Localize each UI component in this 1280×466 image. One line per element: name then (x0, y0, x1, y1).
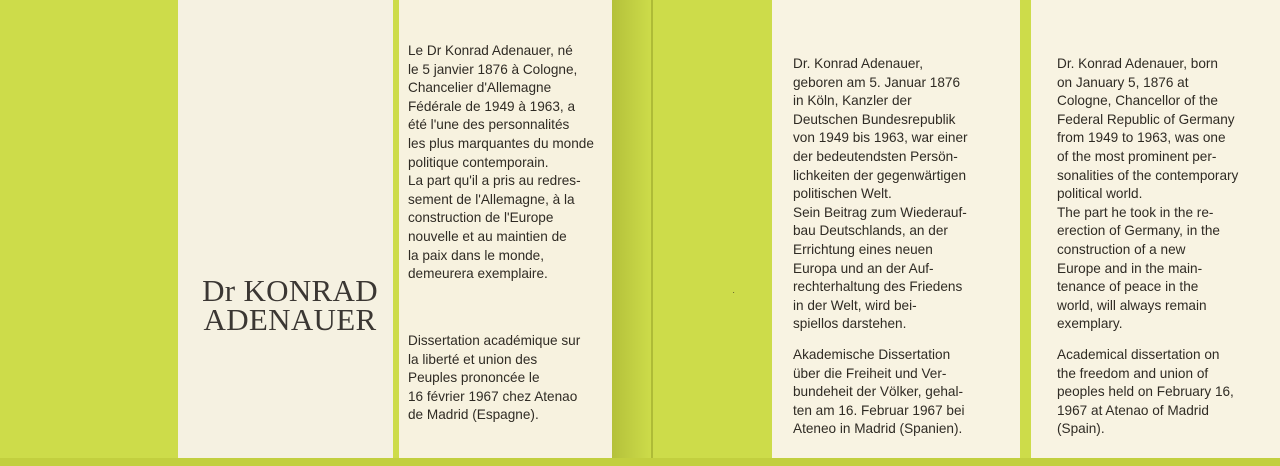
german-dissertation-note (793, 346, 965, 439)
text-line: Dr. Konrad Adenauer, born (1057, 56, 1218, 71)
text-line: La part qu'il a pris au redres- (408, 173, 581, 189)
text-line: geboren am 5. Januar 1876 (793, 74, 961, 90)
text-line: Europa und an der Auf- (793, 260, 934, 276)
text-line: Cologne, Chancellor of the (1057, 93, 1218, 109)
text-line: Le Dr Konrad Adenauer, né (408, 43, 573, 58)
text-line: Deutschen Bundesrepublik (793, 111, 956, 127)
small-mark: ⋅ (732, 288, 736, 299)
text-line: von 1949 bis 1963, war einer (793, 130, 968, 146)
text-line: Dissertation académique sur (408, 333, 581, 348)
text-line: de Madrid (Espagne). (408, 407, 539, 423)
text-line: Fédérale de 1949 à 1963, a (408, 98, 576, 114)
text-line: of the most prominent per- (1057, 148, 1217, 164)
text-line: 1967 at Atenao of Madrid (1057, 402, 1209, 418)
text-line: 16 février 1967 chez Atenao (408, 388, 578, 404)
text-line: Chancelier d'Allemagne (408, 80, 552, 96)
text-line: on January 5, 1876 at (1057, 74, 1189, 90)
center-fold-shadow (612, 0, 652, 466)
text-line: Dr. Konrad Adenauer, (793, 56, 923, 71)
text-line: Sein Beitrag zum Wiederauf- (793, 204, 967, 220)
brochure-title (190, 273, 390, 337)
text-line: les plus marquantes du monde (408, 135, 594, 151)
text-line: world, will always remain (1057, 297, 1207, 313)
text-line: ten am 16. Februar 1967 bei (793, 402, 965, 418)
text-line: nouvelle et au maintien de (408, 228, 567, 244)
text-line: sonalities of the contemporary (1057, 167, 1239, 183)
text-line: été l'une des personnalités (408, 117, 570, 133)
bottom-edge (0, 458, 1280, 466)
french-dissertation-note (408, 332, 580, 425)
text-line: Europe and in the main- (1057, 260, 1203, 276)
text-line: construction of a new (1057, 241, 1186, 257)
text-line: Academical dissertation on (1057, 347, 1220, 362)
text-line: der bedeutendsten Persön- (793, 148, 958, 164)
center-fold-line (651, 0, 653, 466)
text-line: lichkeiten der gegenwärtigen (793, 167, 967, 183)
text-line: tenance of peace in the (1057, 279, 1199, 295)
french-biography (408, 42, 594, 284)
text-line: exemplary. (1057, 316, 1123, 332)
english-biography (1057, 55, 1238, 334)
text-line: la paix dans le monde, (408, 247, 545, 263)
text-line: construction de l'Europe (408, 210, 554, 226)
text-line: The part he took in the re- (1057, 204, 1214, 220)
english-dissertation-note (1057, 346, 1234, 439)
text-line: the freedom and union of (1057, 365, 1209, 381)
text-line: Akademische Dissertation (793, 347, 951, 362)
title-line: Dr KONRAD (202, 273, 378, 308)
text-line: über die Freiheit und Ver- (793, 365, 947, 381)
text-line: political world. (1057, 186, 1143, 202)
title-line: ADENAUER (203, 302, 377, 337)
text-line: peoples held on February 16, (1057, 384, 1234, 400)
text-line: (Spain). (1057, 421, 1105, 437)
text-line: politique contemporain. (408, 154, 549, 170)
text-line: bundeheit der Völker, gehal- (793, 384, 964, 400)
text-line: Ateneo in Madrid (Spanien). (793, 421, 963, 437)
title-panel (178, 0, 393, 458)
text-line: spiellos darstehen. (793, 316, 907, 332)
text-line: from 1949 to 1963, was one (1057, 130, 1226, 146)
text-line: la liberté et union des (408, 351, 538, 367)
text-line: rechterhaltung des Friedens (793, 279, 963, 295)
text-line: in Köln, Kanzler der (793, 93, 912, 109)
text-line: politischen Welt. (793, 186, 892, 202)
german-biography (793, 55, 968, 334)
text-line: Errichtung eines neuen (793, 241, 933, 257)
text-line: bau Deutschlands, an der (793, 223, 948, 239)
text-line: le 5 janvier 1876 à Cologne, (408, 61, 578, 77)
text-line: Federal Republic of Germany (1057, 111, 1235, 127)
text-line: in der Welt, wird bei- (793, 297, 917, 313)
text-line: sement de l'Allemagne, à la (408, 191, 575, 207)
text-line: demeurera exemplaire. (408, 266, 548, 282)
text-line: Peuples prononcée le (408, 370, 540, 386)
text-line: erection of Germany, in the (1057, 223, 1220, 239)
